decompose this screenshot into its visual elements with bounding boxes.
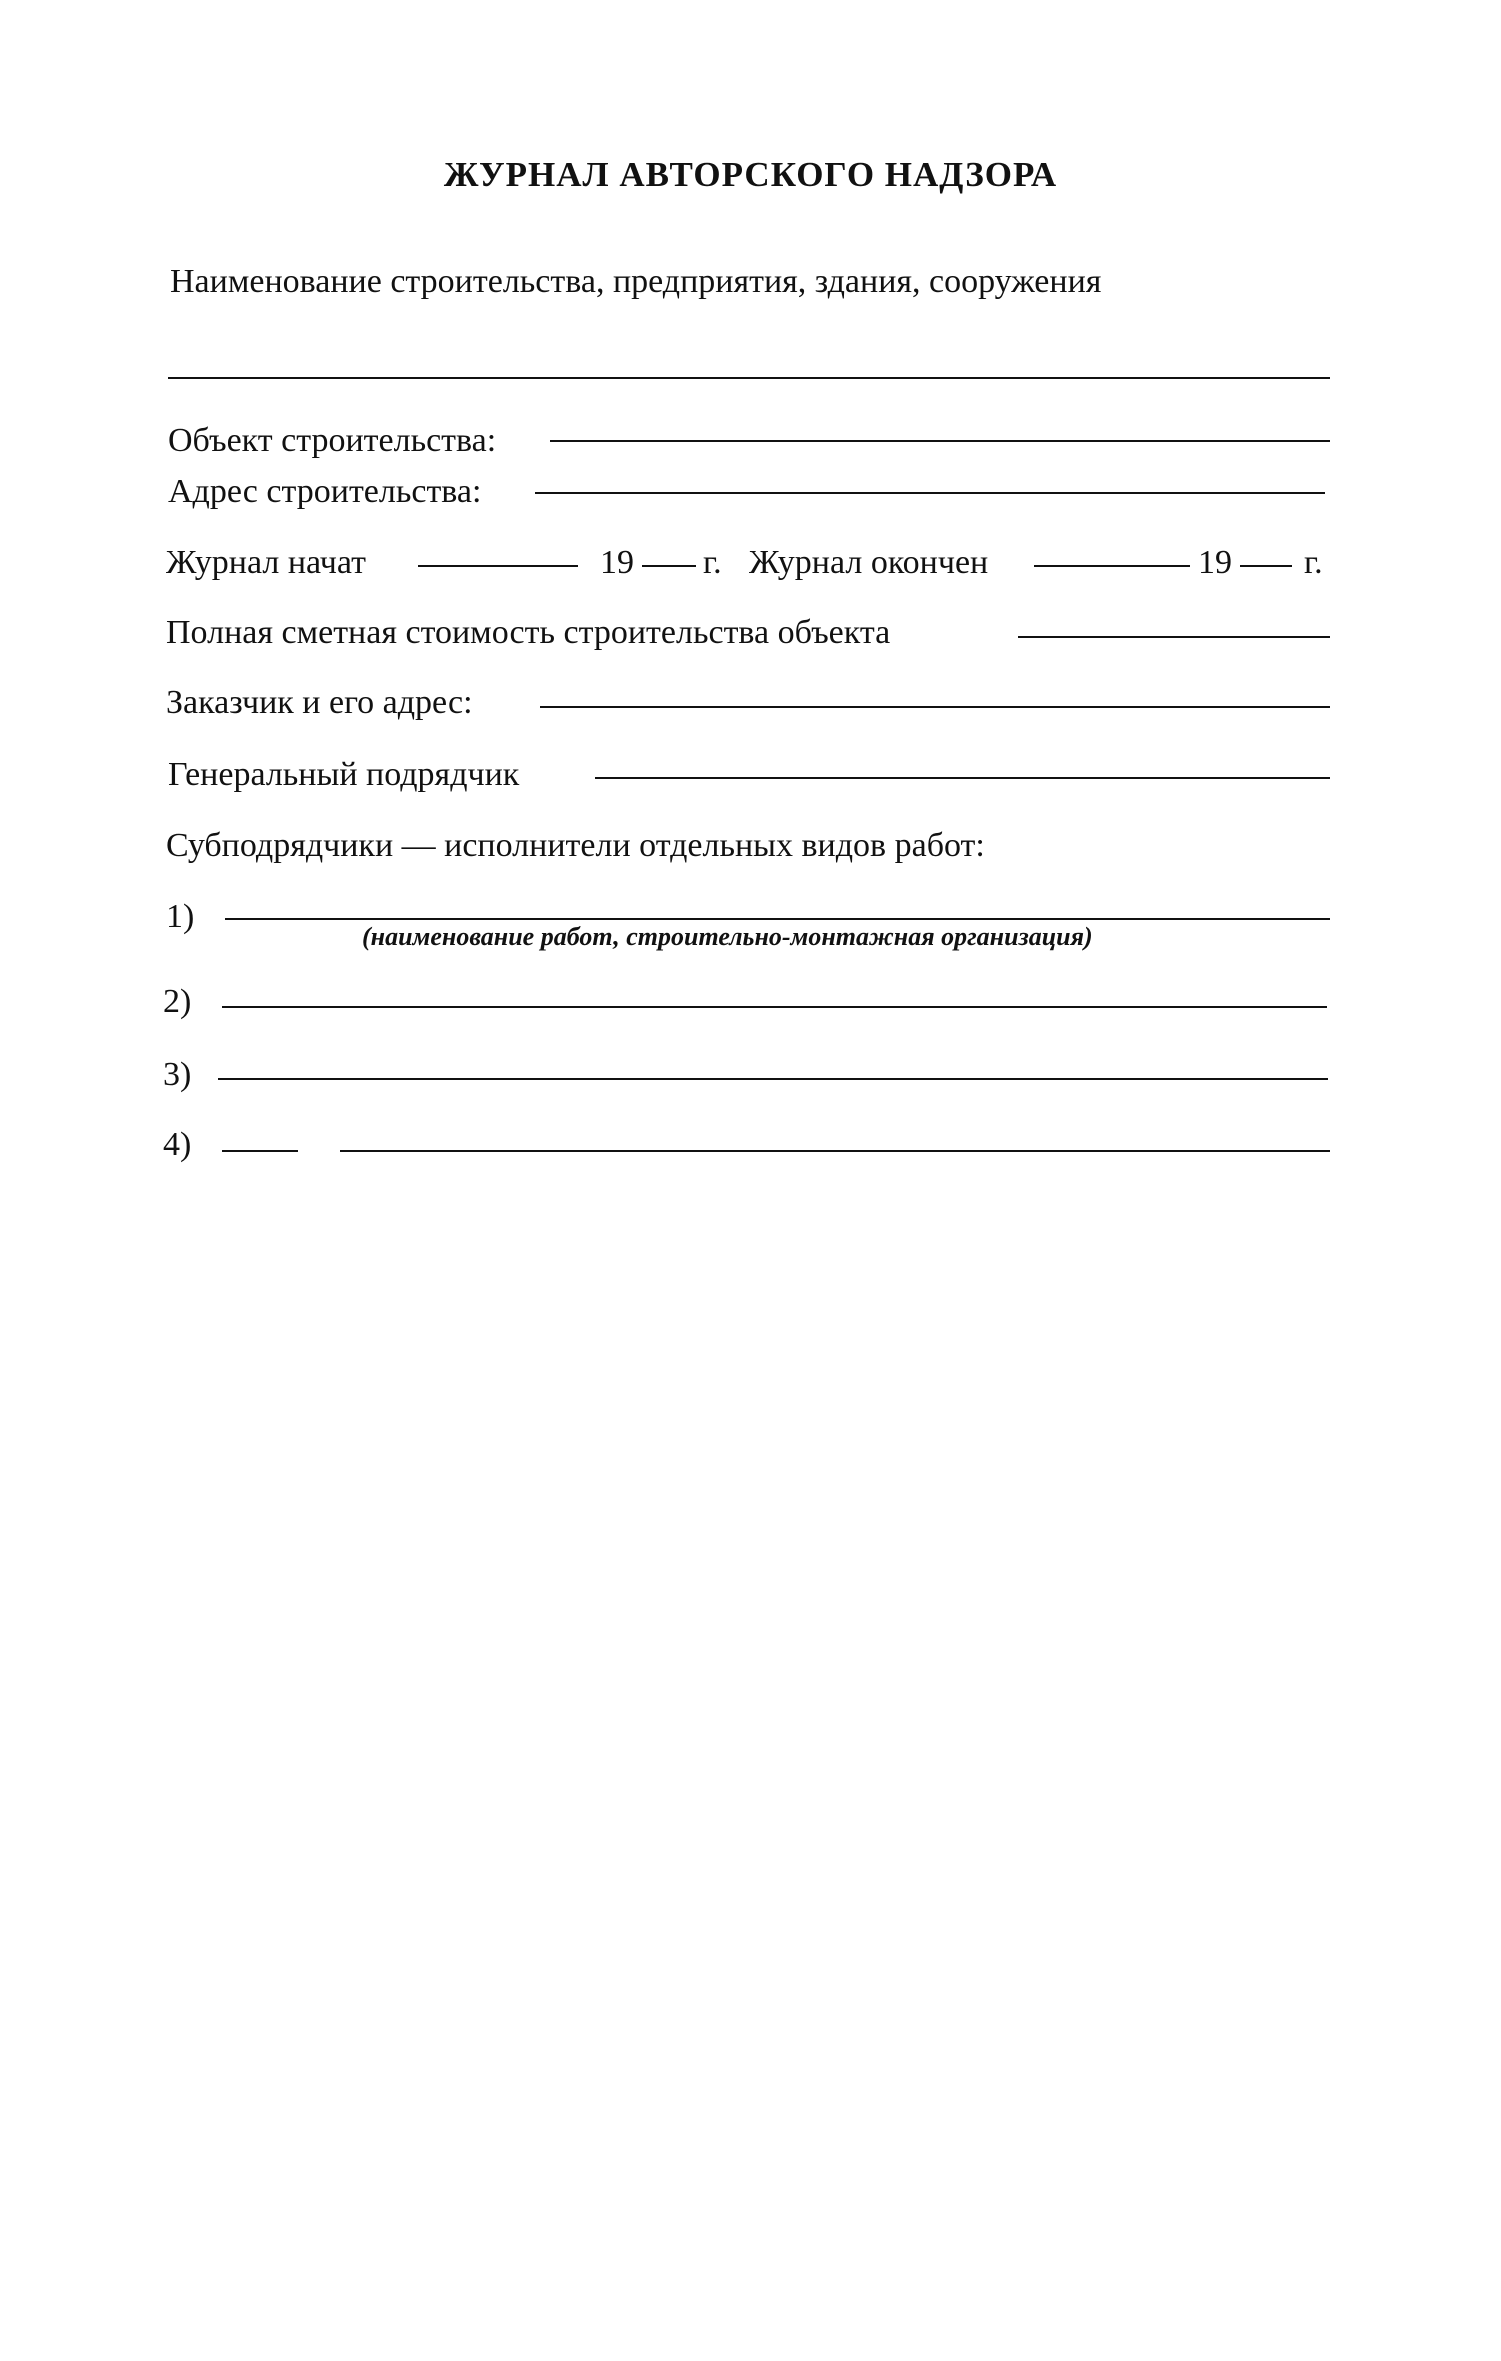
customer-label: Заказчик и его адрес: [166,684,473,721]
general-contractor-field[interactable] [595,777,1330,779]
page-title: ЖУРНАЛ АВТОРСКОГО НАДЗОРА [443,155,1058,194]
object-label: Объект строительства: [168,422,497,459]
journal-ended-year-field[interactable] [1240,565,1292,567]
construction-name-field[interactable] [168,377,1330,379]
journal-ended-label: Журнал окончен [749,544,989,581]
journal-ended-date-field[interactable] [1034,565,1190,567]
journal-started-year-prefix: 19 [600,544,634,581]
estimated-cost-field[interactable] [1018,636,1330,638]
subcontractor-item-number: 1) [166,898,195,935]
journal-started-label: Журнал начат [166,544,366,581]
object-field[interactable] [550,440,1330,442]
journal-ended-year-suffix: г. [1304,544,1323,581]
journal-started-year-field[interactable] [642,565,696,567]
address-field[interactable] [535,492,1325,494]
subcontractor-field-4-start[interactable] [222,1150,298,1152]
subcontractor-caption: (наименование работ, строительно-монтажная организация) [362,922,1093,951]
general-contractor-label: Генеральный подрядчик [168,756,520,793]
estimated-cost-label: Полная сметная стоимость строительства объекта [166,614,891,651]
subcontractor-item-number: 2) [163,983,192,1020]
subcontractor-field-3[interactable] [218,1078,1328,1080]
subcontractor-item-number: 3) [163,1056,192,1093]
subcontractors-label: Субподрядчики — исполнители отдельных видов работ: [166,827,985,864]
journal-started-date-field[interactable] [418,565,578,567]
subcontractor-field-2[interactable] [222,1006,1327,1008]
journal-started-year-suffix: г. [703,544,722,581]
customer-field[interactable] [540,706,1330,708]
address-label: Адрес строительства: [168,473,482,510]
subcontractor-item-number: 4) [163,1126,192,1163]
subcontractor-field-1[interactable] [225,918,1330,920]
journal-ended-year-prefix: 19 [1198,544,1232,581]
subcontractor-field-4[interactable] [340,1150,1330,1152]
construction-name-label: Наименование строительства, предприятия, здания, сооружения [170,263,1102,300]
